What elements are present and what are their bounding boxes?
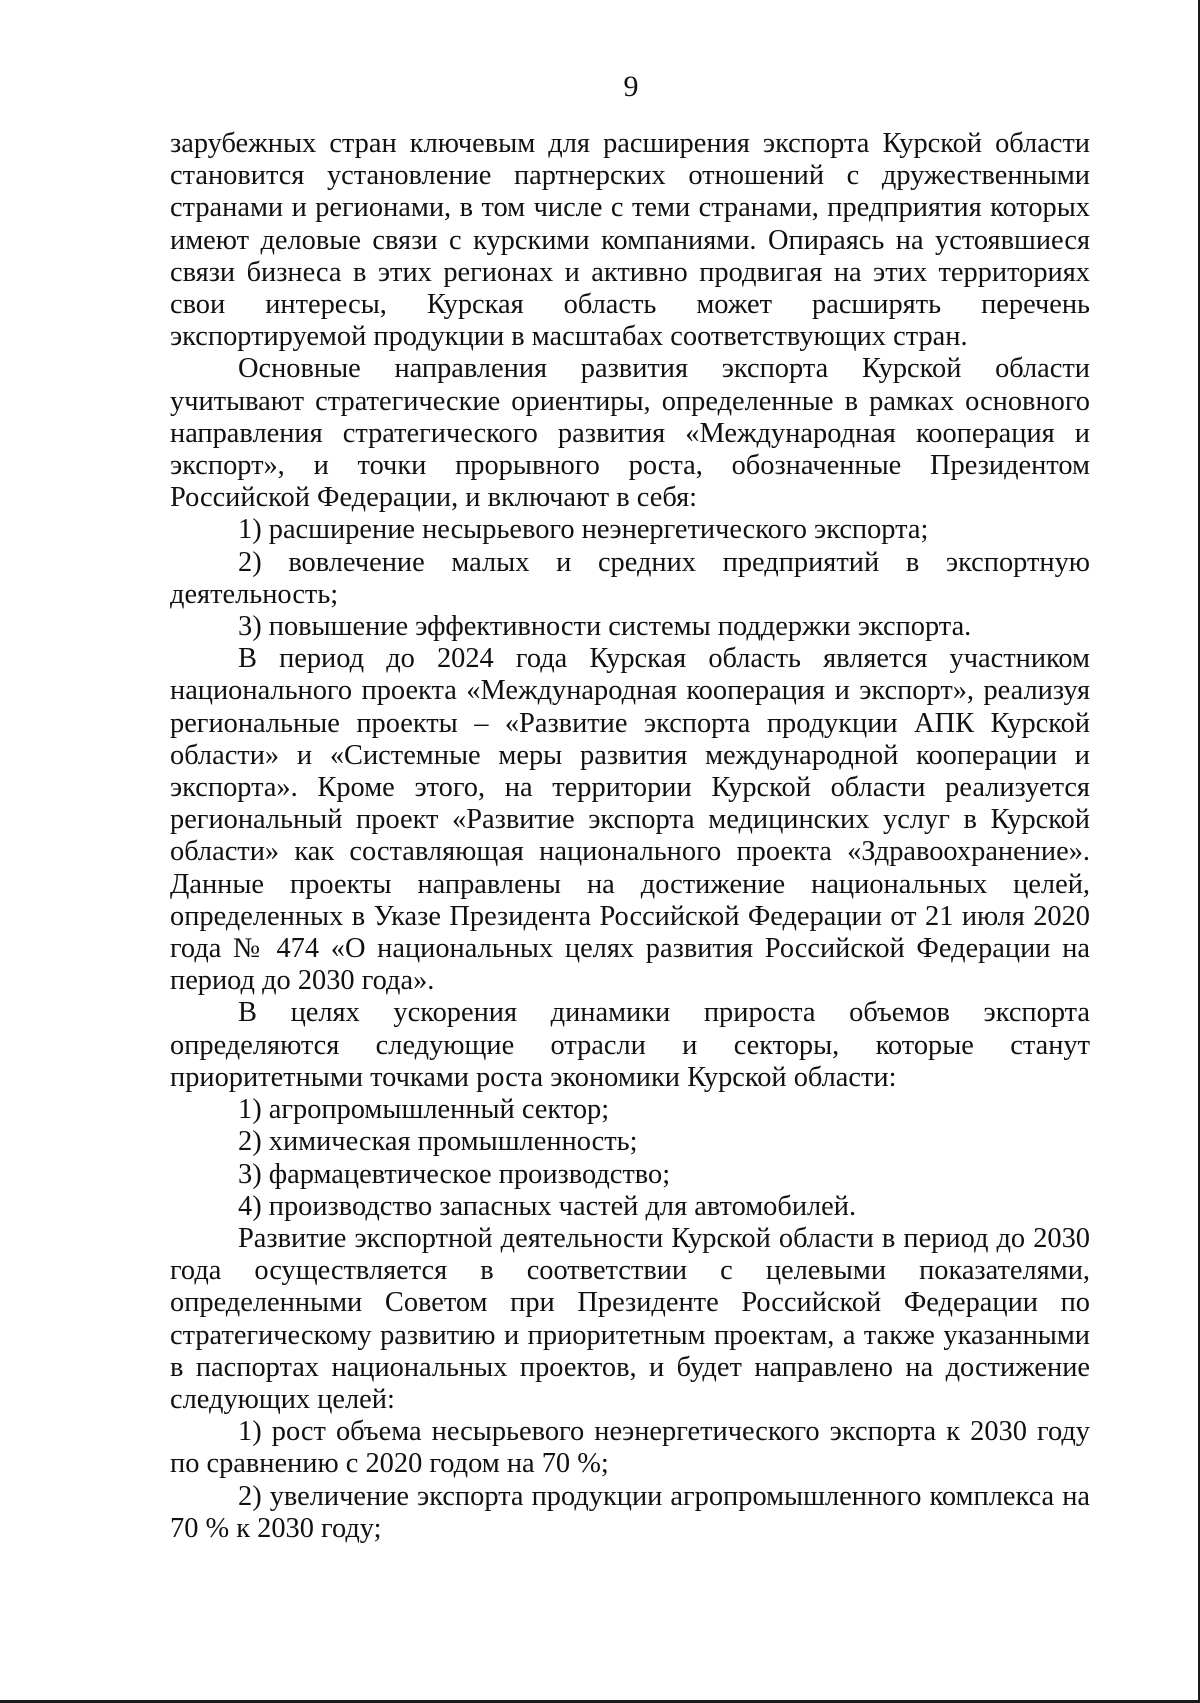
page-number: 9 [623, 70, 639, 103]
list-item: 2) вовлечение малых и средних предприятий в экспортную деятельность; [170, 546, 1090, 610]
list-item: 1) расширение несырьевого неэнергетического экспорта; [238, 514, 929, 546]
paragraph: В период до 2024 года Курская область является участником национального проекта «Международная кооперация и экспорт», реализуя региональные проекты – «Развитие экспорта продукции АПК Курской области» и «Системные меры развития международной кооперации и экспорта». Кроме этого, на территории Курской области реализуется региональный проект «Развитие экспорта медицинских услуг в Курской области» как составляющая национального проекта «Здравоохранение». Данные проекты направлены на достижение национальных целей, определенных в Указе Президента Российской Федерации от 21 июля 2020 года № 474 «О национальных целях развития Российской Федерации на период до 2030 года». [170, 643, 1090, 997]
paragraph: Развитие экспортной деятельности Курской области в период до 2030 года осуществляется в соответствии с целевыми показателями, определенными Советом при Президенте Российской Федерации по стратегическому развитию и приоритетным проектам, а также указанными в паспортах национальных проектов, и будет направлено на достижение следующих целей: [170, 1222, 1090, 1415]
paragraph: Основные направления развития экспорта Курской области учитывают стратегические ориентиры, определенные в рамках основного направления стратегического развития «Международная кооперация и экспорт», и точки прорывного роста, обозначенные Президентом Российской Федерации, и включают в себя: [170, 353, 1090, 514]
list-item: 3) фармацевтическое производство; [238, 1158, 671, 1190]
paragraph: В целях ускорения динамики прироста объемов экспорта определяются следующие отрасли и секторы, которые станут приоритетными точками роста экономики Курской области: [170, 997, 1090, 1093]
list-item: 1) рост объема несырьевого неэнергетического экспорта к 2030 году по сравнению с 2020 годом на 70 %; [170, 1416, 1090, 1480]
list-item: 4) производство запасных частей для автомобилей. [238, 1190, 857, 1222]
list-item: 1) агропромышленный сектор; [238, 1094, 610, 1126]
list-item: 2) химическая промышленность; [238, 1126, 638, 1158]
list-item: 3) повышение эффективности системы поддержки экспорта. [238, 611, 972, 643]
document-body [170, 128, 1090, 1545]
paragraph: зарубежных стран ключевым для расширения экспорта Курской области становится установление партнерских отношений с дружественными странами и регионами, в том числе с теми странами, предприятия которых имеют деловые связи с курскими компаниями. Опираясь на устоявшиеся связи бизнеса в этих регионах и активно продвигая на этих территориях свои интересы, Курская область может расширять перечень экспортируемой продукции в масштабах соответствующих стран. [170, 128, 1090, 353]
list-item: 2) увеличение экспорта продукции агропромышленного комплекса на 70 % к 2030 году; [170, 1480, 1090, 1544]
